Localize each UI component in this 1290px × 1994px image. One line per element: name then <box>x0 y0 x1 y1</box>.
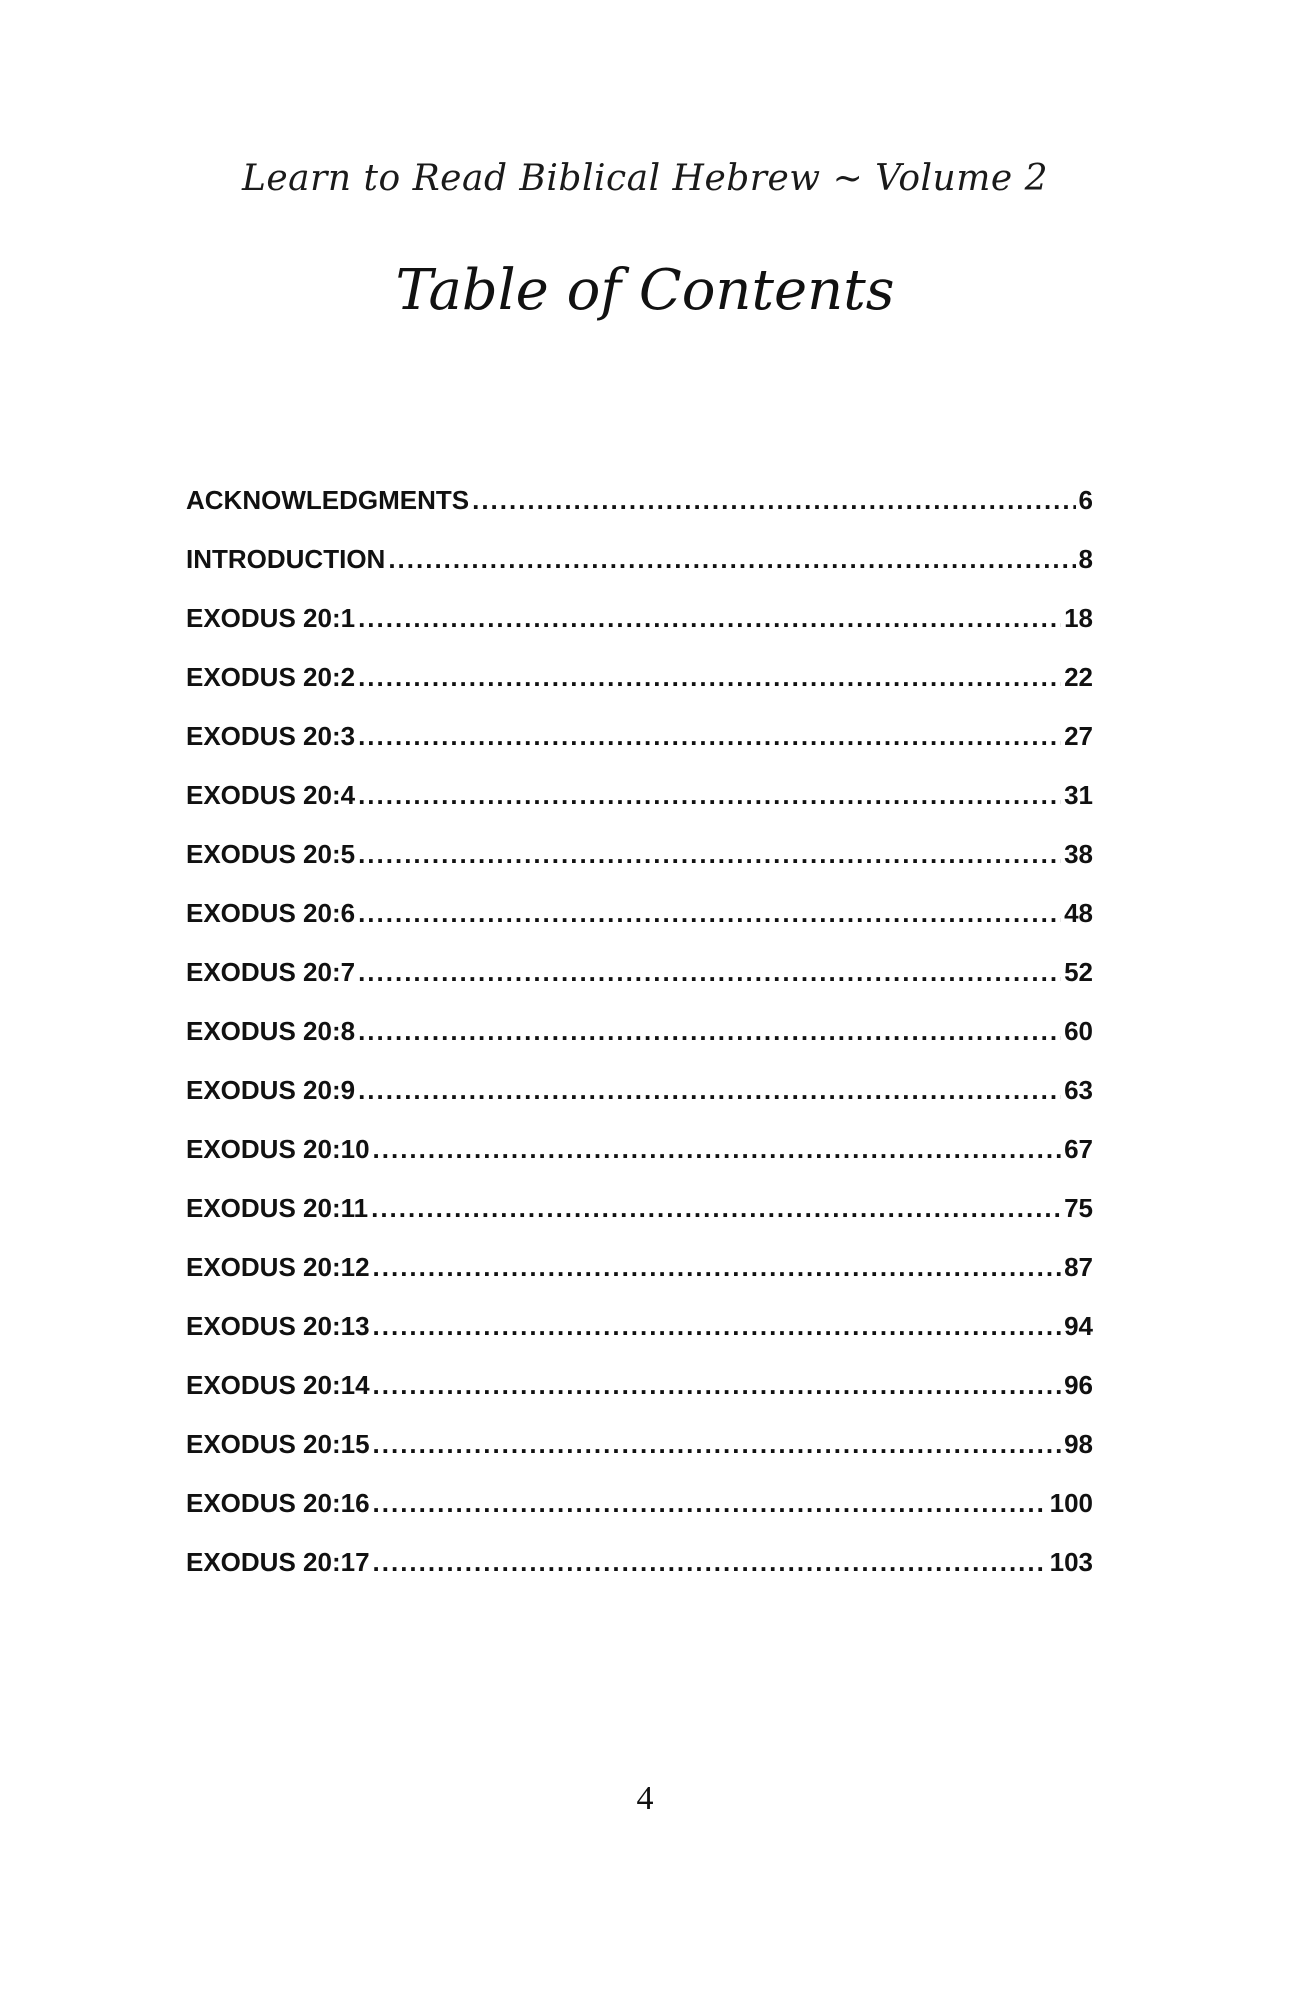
dot-leader <box>373 1134 1062 1165</box>
toc-entry[interactable] <box>186 1134 1093 1193</box>
toc-entry-label: EXODUS 20:3 <box>186 721 356 751</box>
toc-entry-page: 63 <box>1064 1075 1093 1105</box>
dot-leader <box>358 780 1061 811</box>
dot-leader <box>358 662 1061 693</box>
toc-entry-page: 103 <box>1049 1547 1093 1577</box>
toc-entry[interactable] <box>186 1252 1093 1311</box>
toc-entry-page: 6 <box>1078 485 1093 515</box>
toc-entry-page: 94 <box>1064 1311 1093 1341</box>
dot-leader <box>358 721 1061 752</box>
toc-entry[interactable] <box>186 1488 1093 1547</box>
toc-entry-label: EXODUS 20:2 <box>186 662 356 692</box>
toc-entry[interactable] <box>186 1311 1093 1370</box>
toc-entry-label: EXODUS 20:8 <box>186 1016 356 1046</box>
dot-leader <box>373 1429 1062 1460</box>
dot-leader <box>358 1075 1061 1106</box>
toc-entry[interactable] <box>186 662 1093 721</box>
toc-entry-page: 18 <box>1064 603 1093 633</box>
toc-entry-page: 22 <box>1064 662 1093 692</box>
toc-entry-page: 27 <box>1064 721 1093 751</box>
toc-entry[interactable] <box>186 603 1093 662</box>
toc-entry-label: EXODUS 20:17 <box>186 1547 370 1577</box>
toc-entry-page: 96 <box>1064 1370 1093 1400</box>
dot-leader <box>358 1016 1061 1047</box>
running-header: Learn to Read Biblical Hebrew ~ Volume 2 <box>241 158 1049 199</box>
toc-entry-page: 98 <box>1064 1429 1093 1459</box>
toc-entry-label: EXODUS 20:10 <box>186 1134 370 1164</box>
toc-entry-page: 48 <box>1064 898 1093 928</box>
toc-entry-page: 75 <box>1064 1193 1093 1223</box>
toc-entry[interactable] <box>186 780 1093 839</box>
dot-leader <box>373 1488 1047 1519</box>
toc-entry[interactable] <box>186 721 1093 780</box>
toc-entry[interactable] <box>186 1370 1093 1429</box>
toc-entry-label: EXODUS 20:11 <box>186 1193 369 1223</box>
toc-entry-page: 52 <box>1064 957 1093 987</box>
dot-leader <box>388 544 1075 575</box>
dot-leader <box>358 957 1061 988</box>
toc-entry-page: 87 <box>1064 1252 1093 1282</box>
toc-entry-page: 60 <box>1064 1016 1093 1046</box>
toc-entry-label: EXODUS 20:16 <box>186 1488 370 1518</box>
toc-entry-label: EXODUS 20:15 <box>186 1429 370 1459</box>
toc-entry-label: EXODUS 20:14 <box>186 1370 370 1400</box>
dot-leader <box>373 1547 1047 1578</box>
dot-leader <box>373 1252 1062 1283</box>
toc-entry-label: EXODUS 20:9 <box>186 1075 356 1105</box>
toc-entry-page: 8 <box>1078 544 1093 574</box>
toc-entry-label: EXODUS 20:6 <box>186 898 356 928</box>
dot-leader <box>358 839 1061 870</box>
dot-leader <box>373 1370 1062 1401</box>
toc-entry-page: 38 <box>1064 839 1093 869</box>
page-title: Table of Contents <box>395 258 895 323</box>
dot-leader <box>472 485 1075 516</box>
toc-entry[interactable] <box>186 839 1093 898</box>
toc-entry-label: EXODUS 20:13 <box>186 1311 370 1341</box>
dot-leader <box>373 1311 1062 1342</box>
page-number: 4 <box>636 1780 654 1817</box>
toc-entry[interactable] <box>186 1429 1093 1488</box>
toc-entry-label: ACKNOWLEDGMENTS <box>186 485 470 515</box>
toc-entry[interactable] <box>186 544 1093 603</box>
toc-entry[interactable] <box>186 957 1093 1016</box>
toc-entry-page: 67 <box>1064 1134 1093 1164</box>
toc-entry-page: 100 <box>1049 1488 1093 1518</box>
toc-entry-label: EXODUS 20:12 <box>186 1252 370 1282</box>
dot-leader <box>371 1193 1061 1224</box>
toc-entry[interactable] <box>186 1193 1093 1252</box>
toc-entry-label: INTRODUCTION <box>186 544 386 574</box>
toc-entry-label: EXODUS 20:7 <box>186 957 356 987</box>
table-of-contents <box>186 485 1093 1606</box>
toc-entry-label: EXODUS 20:4 <box>186 780 356 810</box>
dot-leader <box>358 898 1061 929</box>
toc-entry-page: 31 <box>1064 780 1093 810</box>
toc-entry[interactable] <box>186 1075 1093 1134</box>
toc-entry-label: EXODUS 20:5 <box>186 839 356 869</box>
toc-entry[interactable] <box>186 1016 1093 1075</box>
toc-entry-label: EXODUS 20:1 <box>186 603 356 633</box>
toc-entry[interactable] <box>186 485 1093 544</box>
toc-entry[interactable] <box>186 898 1093 957</box>
dot-leader <box>358 603 1061 634</box>
toc-entry[interactable] <box>186 1547 1093 1606</box>
